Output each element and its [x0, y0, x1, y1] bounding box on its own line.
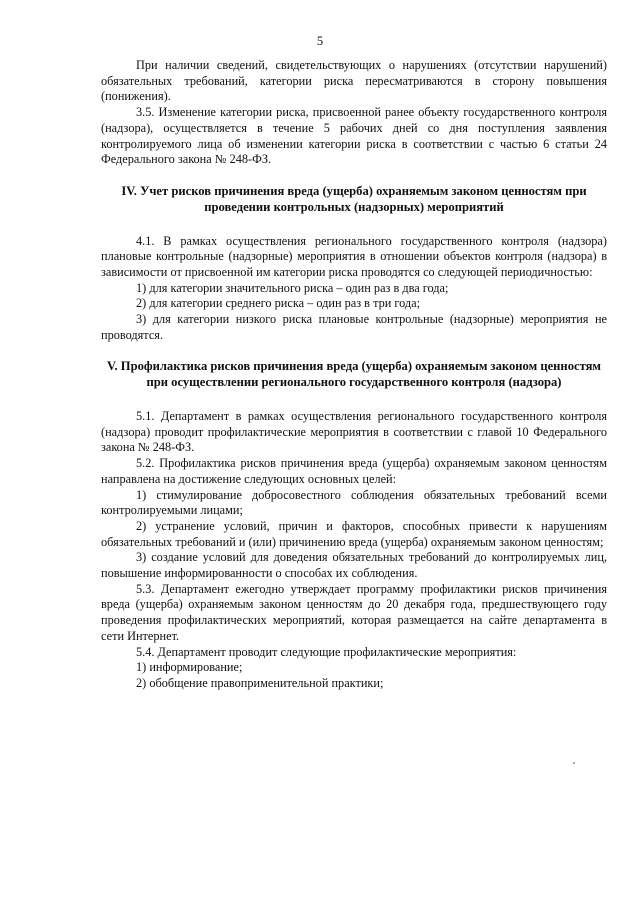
list-item: 2) устранение условий, причин и факторов, способных привести к нарушениям обязательных требований и (или) причинению вреда (ущерба) охраняемым законом ценностям;: [101, 518, 607, 549]
list-item: 2) для категории среднего риска – один раз в три года;: [136, 296, 421, 311]
document-body: [101, 58, 607, 692]
list-item: 3) для категории низкого риска плановые контрольные (надзорные) мероприятия не проводятся.: [101, 312, 607, 342]
paragraph-5-3: 5.3. Департамент ежегодно утверждает программу профилактики рисков причинения вреда (ущерба) охраняемым законом ценностям до 20 декабря года, предшествующего году проведения профилактических мероприятий, которая размещается на сайте департамента в сети Интернет.: [101, 581, 607, 643]
paragraph-4-1: 4.1. В рамках осуществления регионального государственного контроля (надзора) плановые контрольные (надзорные) мероприятия в отношении объектов контроля (надзора) в зависимости от присвоенной им категории риска проводятся со следующей периодичностью:: [101, 233, 607, 279]
section-5-heading: V. Профилактика рисков причинения вреда (ущерба) охраняемым законом ценностям при осуществлении регионального государственного контроля (надзора): [107, 359, 601, 390]
list-item: 3) создание условий для доведения обязательных требований до контролируемых лиц, повышение информированности о способах их соблюдения.: [101, 550, 607, 581]
paragraph-5-4: 5.4. Департамент проводит следующие профилактические мероприятия:: [136, 644, 517, 659]
paragraph-risk-review: При наличии сведений, свидетельствующих о нарушениях (отсутствии нарушений) обязательных требований, категории риска пересматриваются в сторону повышения (понижения).: [101, 58, 607, 104]
list-item: 1) для категории значительного риска – один раз в два года;: [136, 280, 449, 295]
page-number: 5: [316, 34, 324, 48]
paragraph-5-1: 5.1. Департамент в рамках осуществления регионального государственного контроля (надзора) проводит профилактические мероприятия в соответствии с главой 10 Федерального закона № 248-ФЗ.: [101, 409, 607, 455]
list-item: 1) стимулирование добросовестного соблюдения обязательных требований всеми контролируемыми лицами;: [101, 487, 607, 518]
list-item: 1) информирование;: [136, 660, 243, 675]
section-4-heading: IV. Учет рисков причинения вреда (ущерба) охраняемым законом ценностям при проведении контрольных (надзорных) мероприятий: [121, 183, 587, 214]
scan-speck: [573, 762, 575, 764]
paragraph-3-5: 3.5. Изменение категории риска, присвоенной ранее объекту государственного контроля (надзора), осуществляется в течение 5 рабочих дней со дня поступления заявления контролируемого лица об изменении категории риска в соответствии с частью 6 статьи 24 Федерального закона № 248-ФЗ.: [101, 105, 607, 167]
list-item: 2) обобщение правоприменительной практики;: [136, 675, 384, 690]
paragraph-5-2: 5.2. Профилактика рисков причинения вреда (ущерба) охраняемым законом ценностям направлена на достижение следующих основных целей:: [101, 456, 607, 486]
